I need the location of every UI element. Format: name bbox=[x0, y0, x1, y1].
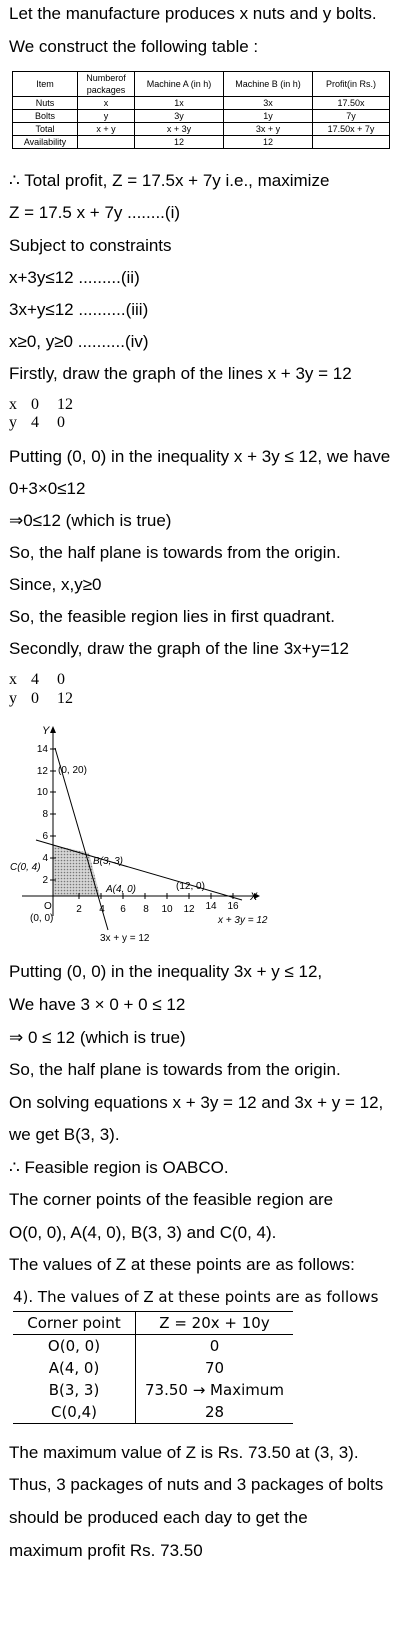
table-cell: x + y bbox=[78, 123, 135, 136]
xy-cell: 4 bbox=[31, 671, 39, 688]
text-line: ⇒0≤12 (which is true) bbox=[9, 511, 172, 530]
text-line: Subject to constraints bbox=[9, 236, 172, 255]
table-cell bbox=[78, 136, 135, 149]
tick-label: 12 bbox=[36, 766, 48, 777]
table-header-row bbox=[13, 72, 390, 97]
table-cell: Total bbox=[13, 123, 78, 136]
table-cell: 3y bbox=[135, 110, 224, 123]
table-cell: 17.50x + 7y bbox=[313, 123, 390, 136]
table-caption: 4). The values of Z at these points are as follows bbox=[13, 1288, 379, 1306]
point-label: A(4, 0) bbox=[106, 884, 137, 895]
text-line: maximum profit Rs. 73.50 bbox=[9, 1541, 203, 1560]
table-header-cell: Corner point bbox=[13, 1312, 136, 1335]
point-label: (12, 0) bbox=[176, 881, 205, 892]
xy-table-row bbox=[9, 396, 79, 414]
text-line: Putting (0, 0) in the inequality x + 3y ≤ 12, we have bbox=[9, 447, 391, 466]
tick-label: 10 bbox=[36, 787, 48, 798]
point-label: C(0, 4) bbox=[10, 862, 41, 873]
text-line: The values of Z at these points are as follows: bbox=[9, 1255, 355, 1274]
text-line: ∴ Total profit, Z = 17.5x + 7y i.e., maximize bbox=[9, 171, 330, 190]
table-cell: x bbox=[78, 97, 135, 110]
x-tick-labels bbox=[76, 901, 239, 915]
table-row bbox=[13, 110, 390, 123]
point-label: (0, 20) bbox=[58, 765, 87, 776]
text-line: Z = 17.5 x + 7y ........(i) bbox=[9, 203, 181, 222]
table-row bbox=[13, 136, 390, 149]
xy-table-row bbox=[9, 414, 79, 432]
feasible-region-graph bbox=[0, 718, 300, 950]
table-cell: 12 bbox=[135, 136, 224, 149]
xy-cell: 4 bbox=[31, 414, 39, 431]
text-line: 0+3×0≤12 bbox=[9, 479, 86, 498]
table-cell: 12 bbox=[224, 136, 313, 149]
text-line: Secondly, draw the graph of the line 3x+y=12 bbox=[9, 639, 349, 658]
table-row bbox=[13, 1357, 293, 1379]
tick-label: 4 bbox=[99, 904, 105, 915]
text-line: Thus, 3 packages of nuts and 3 packages of bolts bbox=[9, 1475, 384, 1494]
xy-cell: 0 bbox=[31, 396, 39, 413]
table-header-row bbox=[13, 1312, 293, 1335]
table-cell: 3x bbox=[224, 97, 313, 110]
table-cell: O(0, 0) bbox=[13, 1335, 136, 1358]
table-header-cell: Profit(in Rs.) bbox=[313, 72, 390, 97]
corner-points-table bbox=[13, 1311, 293, 1424]
table-header-cell: Numberof packages bbox=[78, 72, 135, 97]
tick-label: 2 bbox=[42, 875, 48, 886]
tick-label: 14 bbox=[205, 901, 217, 912]
xy-cell: 0 bbox=[31, 690, 39, 707]
tick-label: 6 bbox=[120, 904, 126, 915]
table-row bbox=[13, 1379, 293, 1401]
axis-label-y: Y bbox=[42, 725, 50, 737]
text-line: O(0, 0), A(4, 0), B(3, 3) and C(0, 4). bbox=[9, 1223, 277, 1242]
point-label: (0, 0) bbox=[30, 913, 54, 924]
table-cell: x + 3y bbox=[135, 123, 224, 136]
tick-label: 10 bbox=[161, 904, 173, 915]
table-cell bbox=[313, 136, 390, 149]
text-line: Putting (0, 0) in the inequality 3x + y ≤ 12, bbox=[9, 962, 323, 981]
xy-cell: x bbox=[9, 671, 17, 688]
text-line: So, the half plane is towards from the origin. bbox=[9, 1060, 341, 1079]
tick-label: 8 bbox=[143, 904, 149, 915]
xy-table-row bbox=[9, 671, 79, 689]
table-row bbox=[13, 123, 390, 136]
xy-cell: y bbox=[9, 690, 17, 707]
table-row bbox=[13, 1401, 293, 1424]
table-cell: Availability bbox=[13, 136, 78, 149]
table-cell: 3x + y bbox=[224, 123, 313, 136]
table-cell: 70 bbox=[204, 1359, 225, 1377]
text-line: We construct the following table : bbox=[9, 37, 259, 56]
table-cell: 0 bbox=[209, 1337, 220, 1355]
table-cell: 1y bbox=[224, 110, 313, 123]
xy-cell: x bbox=[9, 396, 17, 413]
table-header-cell: Item bbox=[13, 72, 78, 97]
table-row bbox=[13, 97, 390, 110]
text-line: Since, x,y≥0 bbox=[9, 575, 102, 594]
table-header-cell: Z = 20x + 10y bbox=[136, 1312, 294, 1335]
text-line: We have 3 × 0 + 0 ≤ 12 bbox=[9, 995, 186, 1014]
text-line: The maximum value of Z is Rs. 73.50 at (3, 3). bbox=[9, 1443, 359, 1462]
tick-label: 2 bbox=[76, 904, 82, 915]
table-cell: B(3, 3) bbox=[13, 1379, 136, 1401]
text-line: x+3y≤12 .........(ii) bbox=[9, 268, 140, 287]
xy-table-row bbox=[9, 690, 79, 708]
table-row bbox=[13, 1335, 293, 1358]
tick-label: 6 bbox=[42, 831, 48, 842]
tick-label: 14 bbox=[36, 744, 48, 755]
text-line: On solving equations x + 3y = 12 and 3x + y = 12, bbox=[9, 1093, 384, 1112]
table-cell: C(0,4) bbox=[13, 1401, 136, 1424]
table-cell: y bbox=[78, 110, 135, 123]
table-cell: 1x bbox=[135, 97, 224, 110]
xy-cell: 0 bbox=[57, 671, 65, 688]
point-label: B(3, 3) bbox=[93, 856, 124, 867]
text-line: Firstly, draw the graph of the lines x + 3y = 12 bbox=[9, 364, 352, 383]
text-line: should be produced each day to get the bbox=[9, 1508, 308, 1527]
table-header-cell: Machine A (in h) bbox=[135, 72, 224, 97]
xy-cell: 12 bbox=[57, 396, 73, 413]
table-cell: 7y bbox=[313, 110, 390, 123]
table-cell: 73.50 → Maximum bbox=[145, 1381, 284, 1399]
table-header-cell: Machine B (in h) bbox=[224, 72, 313, 97]
axis-label-x: X bbox=[250, 891, 258, 903]
production-table bbox=[12, 71, 390, 149]
tick-label: 12 bbox=[183, 904, 195, 915]
xy-cell: 12 bbox=[57, 690, 73, 707]
text-line: So, the half plane is towards from the origin. bbox=[9, 543, 341, 562]
text-line: ⇒ 0 ≤ 12 (which is true) bbox=[9, 1028, 186, 1047]
table-cell: 28 bbox=[136, 1401, 294, 1424]
table-cell: Nuts bbox=[13, 97, 78, 110]
table-cell: Bolts bbox=[13, 110, 78, 123]
feasible-region bbox=[53, 845, 100, 896]
table-cell: 17.50x bbox=[313, 97, 390, 110]
text-line: ∴ Feasible region is OABCO. bbox=[9, 1158, 229, 1177]
origin-label: O bbox=[44, 901, 52, 912]
text-line: 3x+y≤12 ..........(iii) bbox=[9, 300, 149, 319]
line-label: x + 3y = 12 bbox=[218, 915, 268, 926]
tick-label: 16 bbox=[227, 901, 239, 912]
line-label: 3x + y = 12 bbox=[100, 933, 150, 944]
tick-label: 8 bbox=[42, 809, 48, 820]
y-axis-arrow bbox=[50, 726, 56, 733]
xy-cell: 0 bbox=[57, 414, 65, 431]
text-line: So, the feasible region lies in first quadrant. bbox=[9, 607, 336, 626]
text-line: x≥0, y≥0 ..........(iv) bbox=[9, 332, 149, 351]
tick-label: 4 bbox=[42, 853, 48, 864]
xy-cell: y bbox=[9, 414, 17, 431]
text-line: Let the manufacture produces x nuts and y bolts. bbox=[9, 4, 377, 23]
table-cell: A(4, 0) bbox=[13, 1357, 136, 1379]
text-line: The corner points of the feasible region are bbox=[9, 1190, 334, 1209]
text-line: we get B(3, 3). bbox=[9, 1125, 120, 1144]
